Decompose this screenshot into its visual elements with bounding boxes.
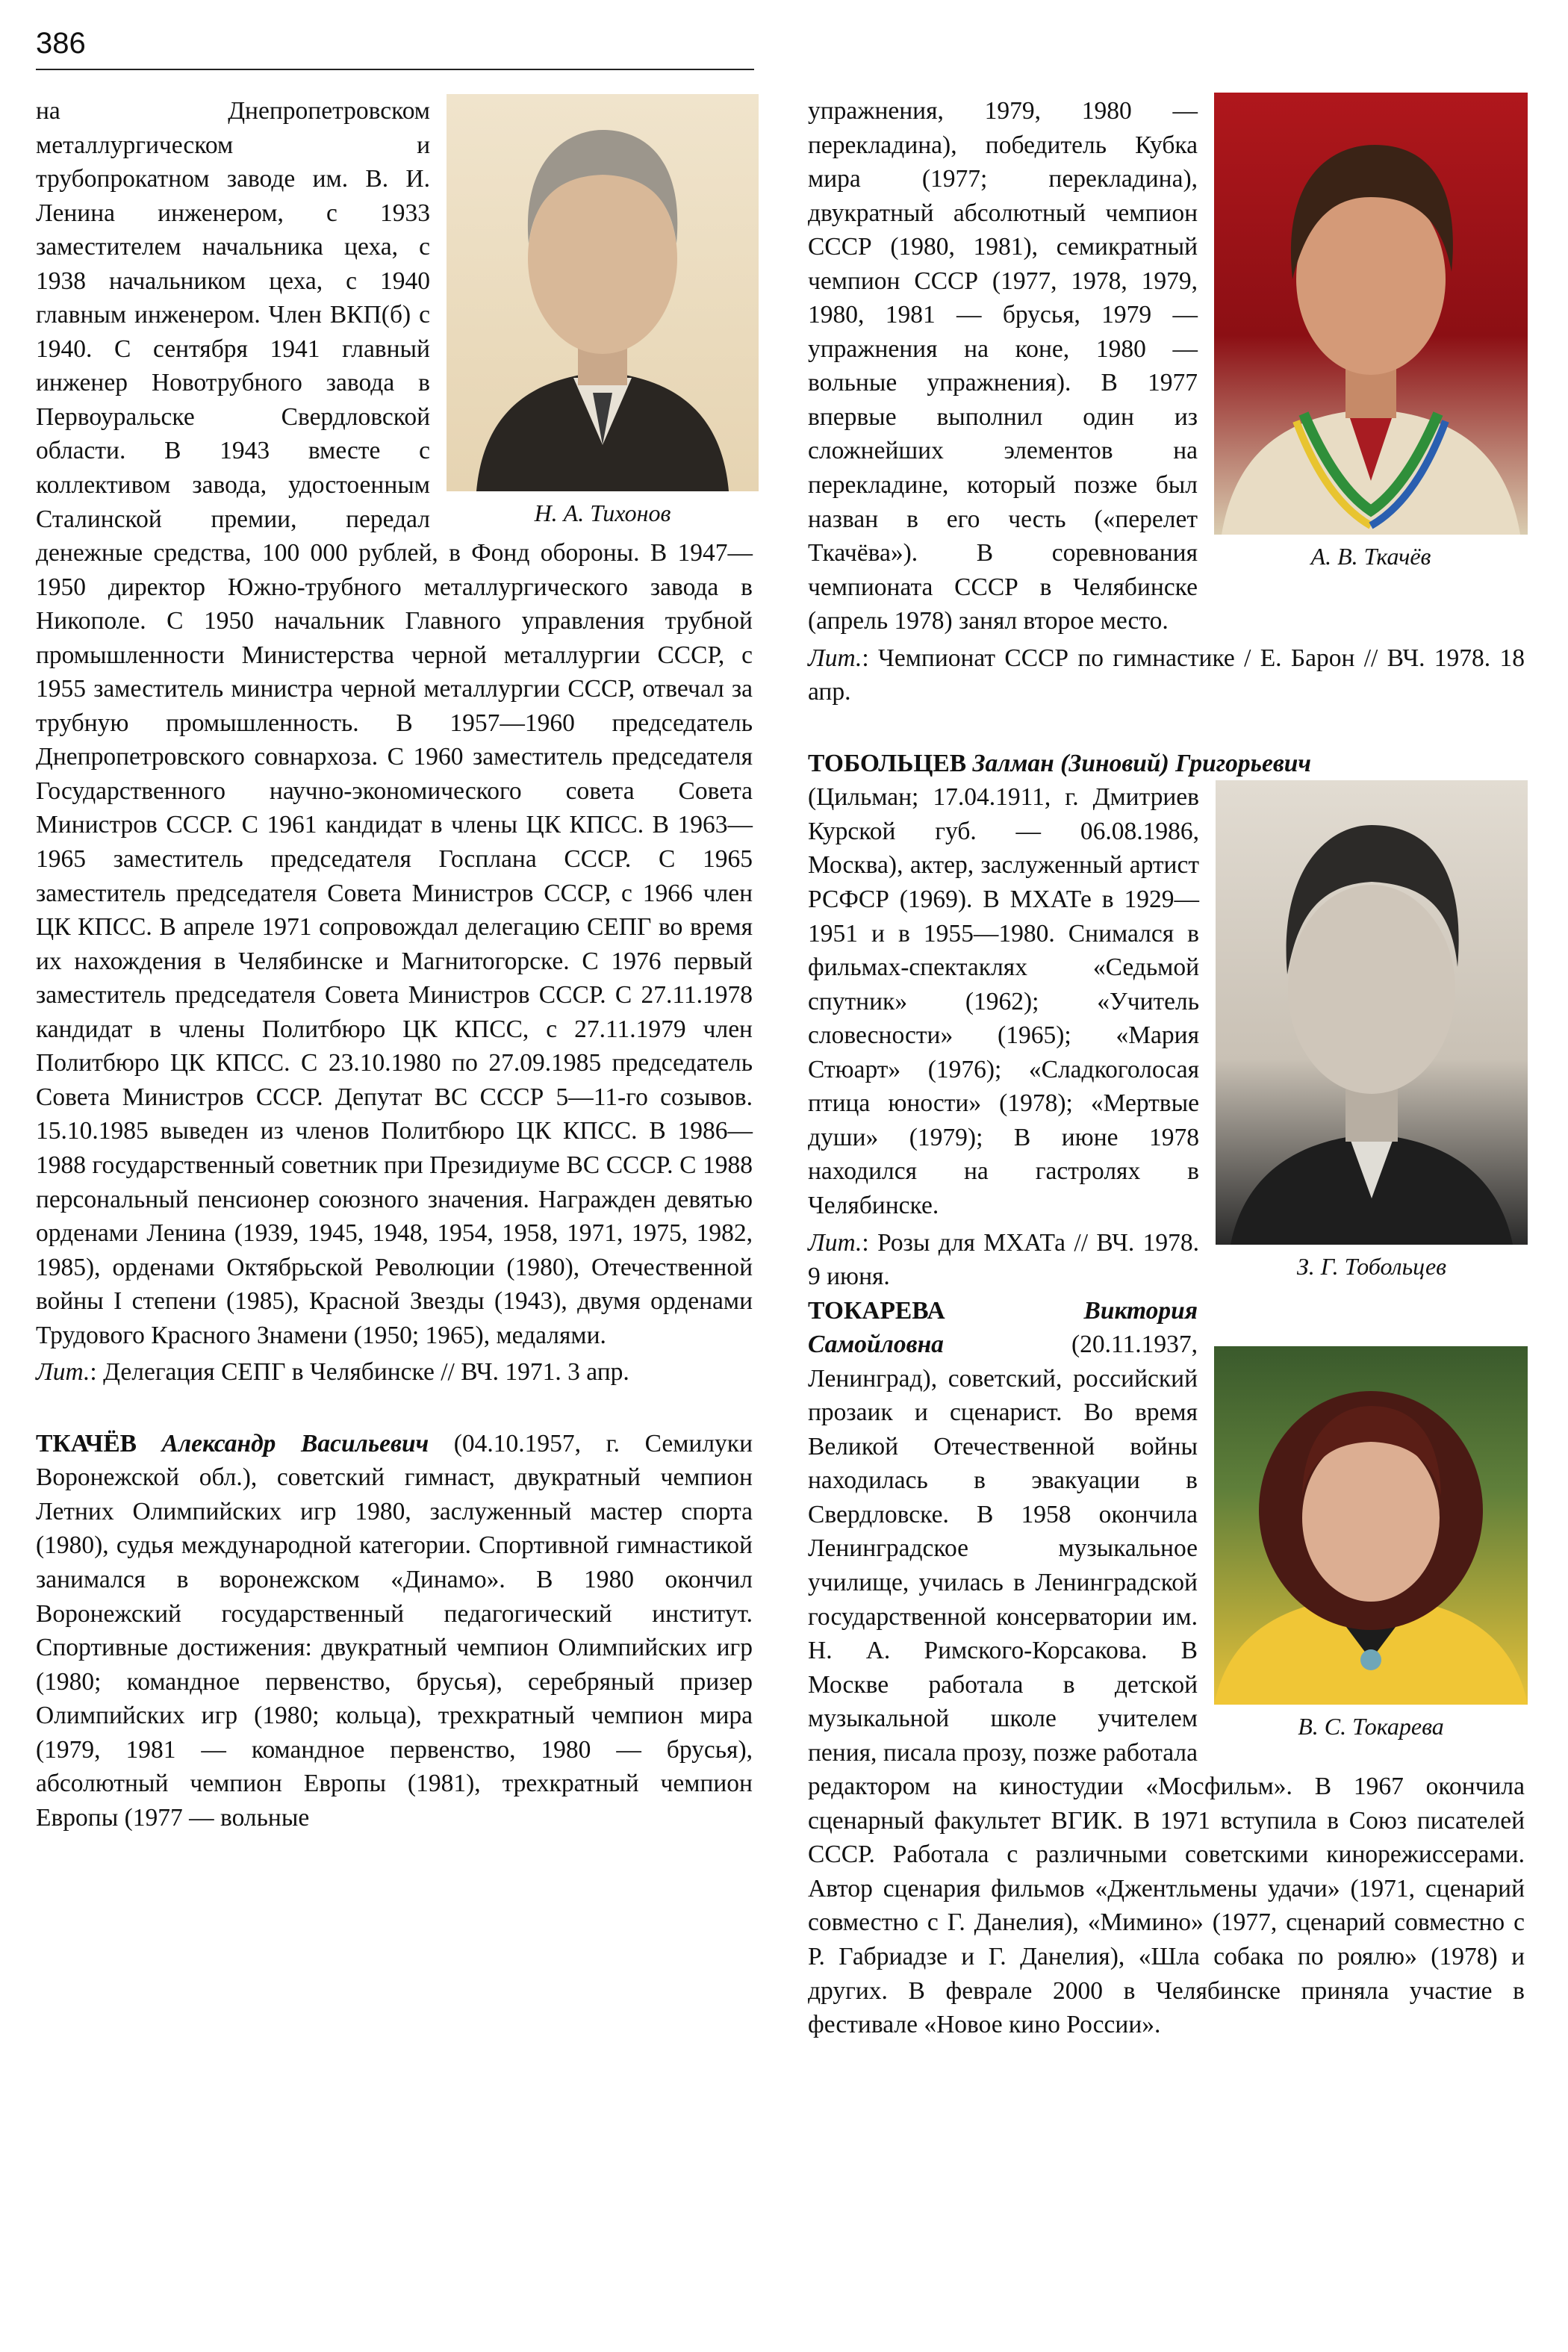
- lit-text: : Делегация СЕПГ в Челябинске // ВЧ. 1971. 3 апр.: [90, 1358, 629, 1387]
- tobolcev-name: [808, 750, 1311, 777]
- tobolcev-surname: ТОБОЛЬЦЕВ: [808, 749, 967, 777]
- tobolcev-given: Залман (Зиновий) Григорьевич: [972, 749, 1312, 777]
- tkachev-text-cont: упражнения, 1979, 1980 — перекладина), победитель Кубка мира (1977; перекладина), двукратный абсолютный чемпион СССР (1980, 1981), семикратный чемпион СССР (1977, 1978, 1979, 1980, 1981 — брусья, 1979 — упражнения на коне, 1980 — вольные упражнения). В 1977 впервые выполнил один из сложнейших элементов на перекладине, который позже был назван в его честь («перелет Ткачёва»). В соревнования чемпионата СССР в Челябинске (апрель 1978) занял второе место.: [808, 97, 1198, 635]
- photo-tkachev: [1214, 93, 1528, 535]
- tkachev-lit: [808, 641, 1525, 709]
- tokareva-body: [808, 1294, 1525, 2042]
- lit-label: Лит.: [36, 1358, 90, 1387]
- tokareva-text: (20.11.1937, Ленинград), советский, российский прозаик и сценарист. Во время Великой Отечественной войны находилась в эвакуации в Свердловске. В 1958 окончила Ленинградское музыкальное училище, училась в Ленинградской государственной консерватории им. Н. А. Римского-Корсакова. В Москве работала в детской музыкальной школе учителем пения, писала прозу, позже работала редактором на киностудии «Мосфильм». В 1967 окончила сценарный факультет ВГИК. В 1971 вступила в Союз писателей СССР. Работала с различными советскими кинорежиссерами. Автор сценария фильмов «Джентльмены удачи» (1971, сценарий совместно с Г. Данелия), «Мимино» (1977, сценарий совместно с Р. Габриадзе и Г. Данелия), «Шла собака по роялю» (1978) и других. В феврале 2000 в Челябинске приняла участие в фестивале «Новое кино России».: [808, 1331, 1525, 2039]
- tokareva-surname: ТОКАРЕВА: [808, 1296, 945, 1325]
- photo-tobolcev: [1216, 780, 1528, 1245]
- page-number: 386: [36, 27, 86, 60]
- tkachev-name: [36, 1430, 429, 1457]
- caption-tikhonov: Н. А. Тихонов: [534, 500, 671, 526]
- tikhonov-text: на Днепропетровском металлургическом и трубопрокатном заводе им. В. И. Ленина инженером, с 1933 заместителем начальника цеха, с 1938 начальником цеха, с 1940 главным инженером. Член ВКП(б) с 1940. С сентября 1941 главный инженер Новотрубного завода в Первоуральске Свердловской области. В 1943 вместе с коллективом завода, удостоенным Сталинской премии, передал денежные средства, 100 000 рублей, в Фонд обороны. В 1947—1950 директор Южно-трубного металлургического завода в Никополе. С 1950 начальник Главного управления трубной промышленности Министерства черной металлургии СССР, с 1955 заместитель министра черной металлургии СССР, отвечал за трубную промышленность. В 1957—1960 председатель Днепропетровского совнархоза. С 1960 заместитель председателя Государственного научно-экономического совета Совета Министров СССР. С 1961 кандидат в члены ЦК КПСС. В 1963—1965 заместитель председателя Госплана СССР. С 1965 заместитель председателя Совета Министров СССР, с 1966 член ЦК КПСС. В апреле 1971 сопровождал делегацию СЕПГ во время их нахождения в Челябинске и Магнитогорске. С 1976 первый заместитель председателя Совета Министров СССР. С 27.11.1978 кандидат в члены Политбюро ЦК КПСС, с 27.11.1979 член Политбюро ЦК КПСС. С 23.10.1980 по 27.09.1985 председатель Совета Министров СССР. Депутат ВС СССР 5—11-го созывов. 15.10.1985 выведен из членов Политбюро ЦК КПСС. В 1986—1988 государственный советник при Президиуме ВС СССР. С 1988 персональный пенсионер союзного значения. Награжден девятью орденами Ленина (1939, 1945, 1948, 1954, 1958, 1971, 1975, 1982, 1985), орденами Октябрьской Революции (1980), Отечественной войны I степени (1985), Красной Звезды (1943), двумя орденами Трудового Красного Знамени (1950; 1965), медалями.: [36, 97, 753, 1349]
- lit-text: : Розы для МХАТа // ВЧ. 1978. 9 июня.: [808, 1228, 1199, 1291]
- portrait-tikhonov: [447, 94, 759, 530]
- portrait-tobolcev: [1216, 780, 1528, 1284]
- tobolcev-text: (Цильман; 17.04.1911, г. Дмитриев Курской губ. — 06.08.1986, Москва), актер, заслуженный артист РСФСР (1969). В МХАТе в 1929—1951 и в 1955—1980. Снимался в фильмах-спектаклях «Седьмой спутник» (1962); «Учитель словесности» (1965); «Мария Стюарт» (1976); «Сладкоголосая птица юности» (1978); «Мертвые души» (1979); В июне 1978 находился на гастролях в Челябинске.: [808, 783, 1199, 1219]
- photo-tikhonov: [447, 94, 759, 491]
- tkachev-entry: [36, 1427, 753, 1835]
- tkachev-given: Александр Васильевич: [161, 1429, 429, 1457]
- header-rule: [36, 69, 754, 70]
- tokareva-given: Виктория Самойловна: [808, 1296, 1198, 1359]
- lit-label: Лит.: [808, 644, 862, 672]
- left-column: [36, 94, 753, 1835]
- caption-tobolcev: З. Г. Тобольцев: [1296, 1253, 1447, 1281]
- lit-label: Лит.: [808, 1228, 862, 1257]
- portrait-tkachev: [1214, 93, 1528, 573]
- tkachev-surname: ТКАЧЁВ: [36, 1429, 137, 1457]
- tkachev-text: (04.10.1957, г. Семилуки Воронежской обл.), советский гимнаст, двукратный чемпион Летних Олимпийских игр 1980, заслуженный мастер спорта (1980), судья международной категории. Спортивной гимнастикой занимался в воронежском «Динамо». В 1980 окончил Воронежский государственный педагогический институт. Спортивные достижения: двукратный чемпион Олимпийских игр (1980; командное первенство, брусья), серебряный призер Олимпийских игр (1980; кольца), трехкратный чемпион мира (1979, 1981 — командное первенство, 1980 — брусья), абсолютный чемпион Европы (1981), трехкратный чемпион Европы (1977 — вольные: [36, 1429, 753, 1832]
- caption-tkachev: А. В. Ткачёв: [1310, 543, 1431, 570]
- lit-text: : Чемпионат СССР по гимнастике / Е. Барон // ВЧ. 1978. 18 апр.: [808, 644, 1525, 706]
- right-column: [808, 94, 1525, 2042]
- tobolcev-heading: [808, 747, 1525, 781]
- tikhonov-lit: [36, 1355, 753, 1390]
- caption-tokareva: В. С. Токарева: [1298, 1712, 1444, 1740]
